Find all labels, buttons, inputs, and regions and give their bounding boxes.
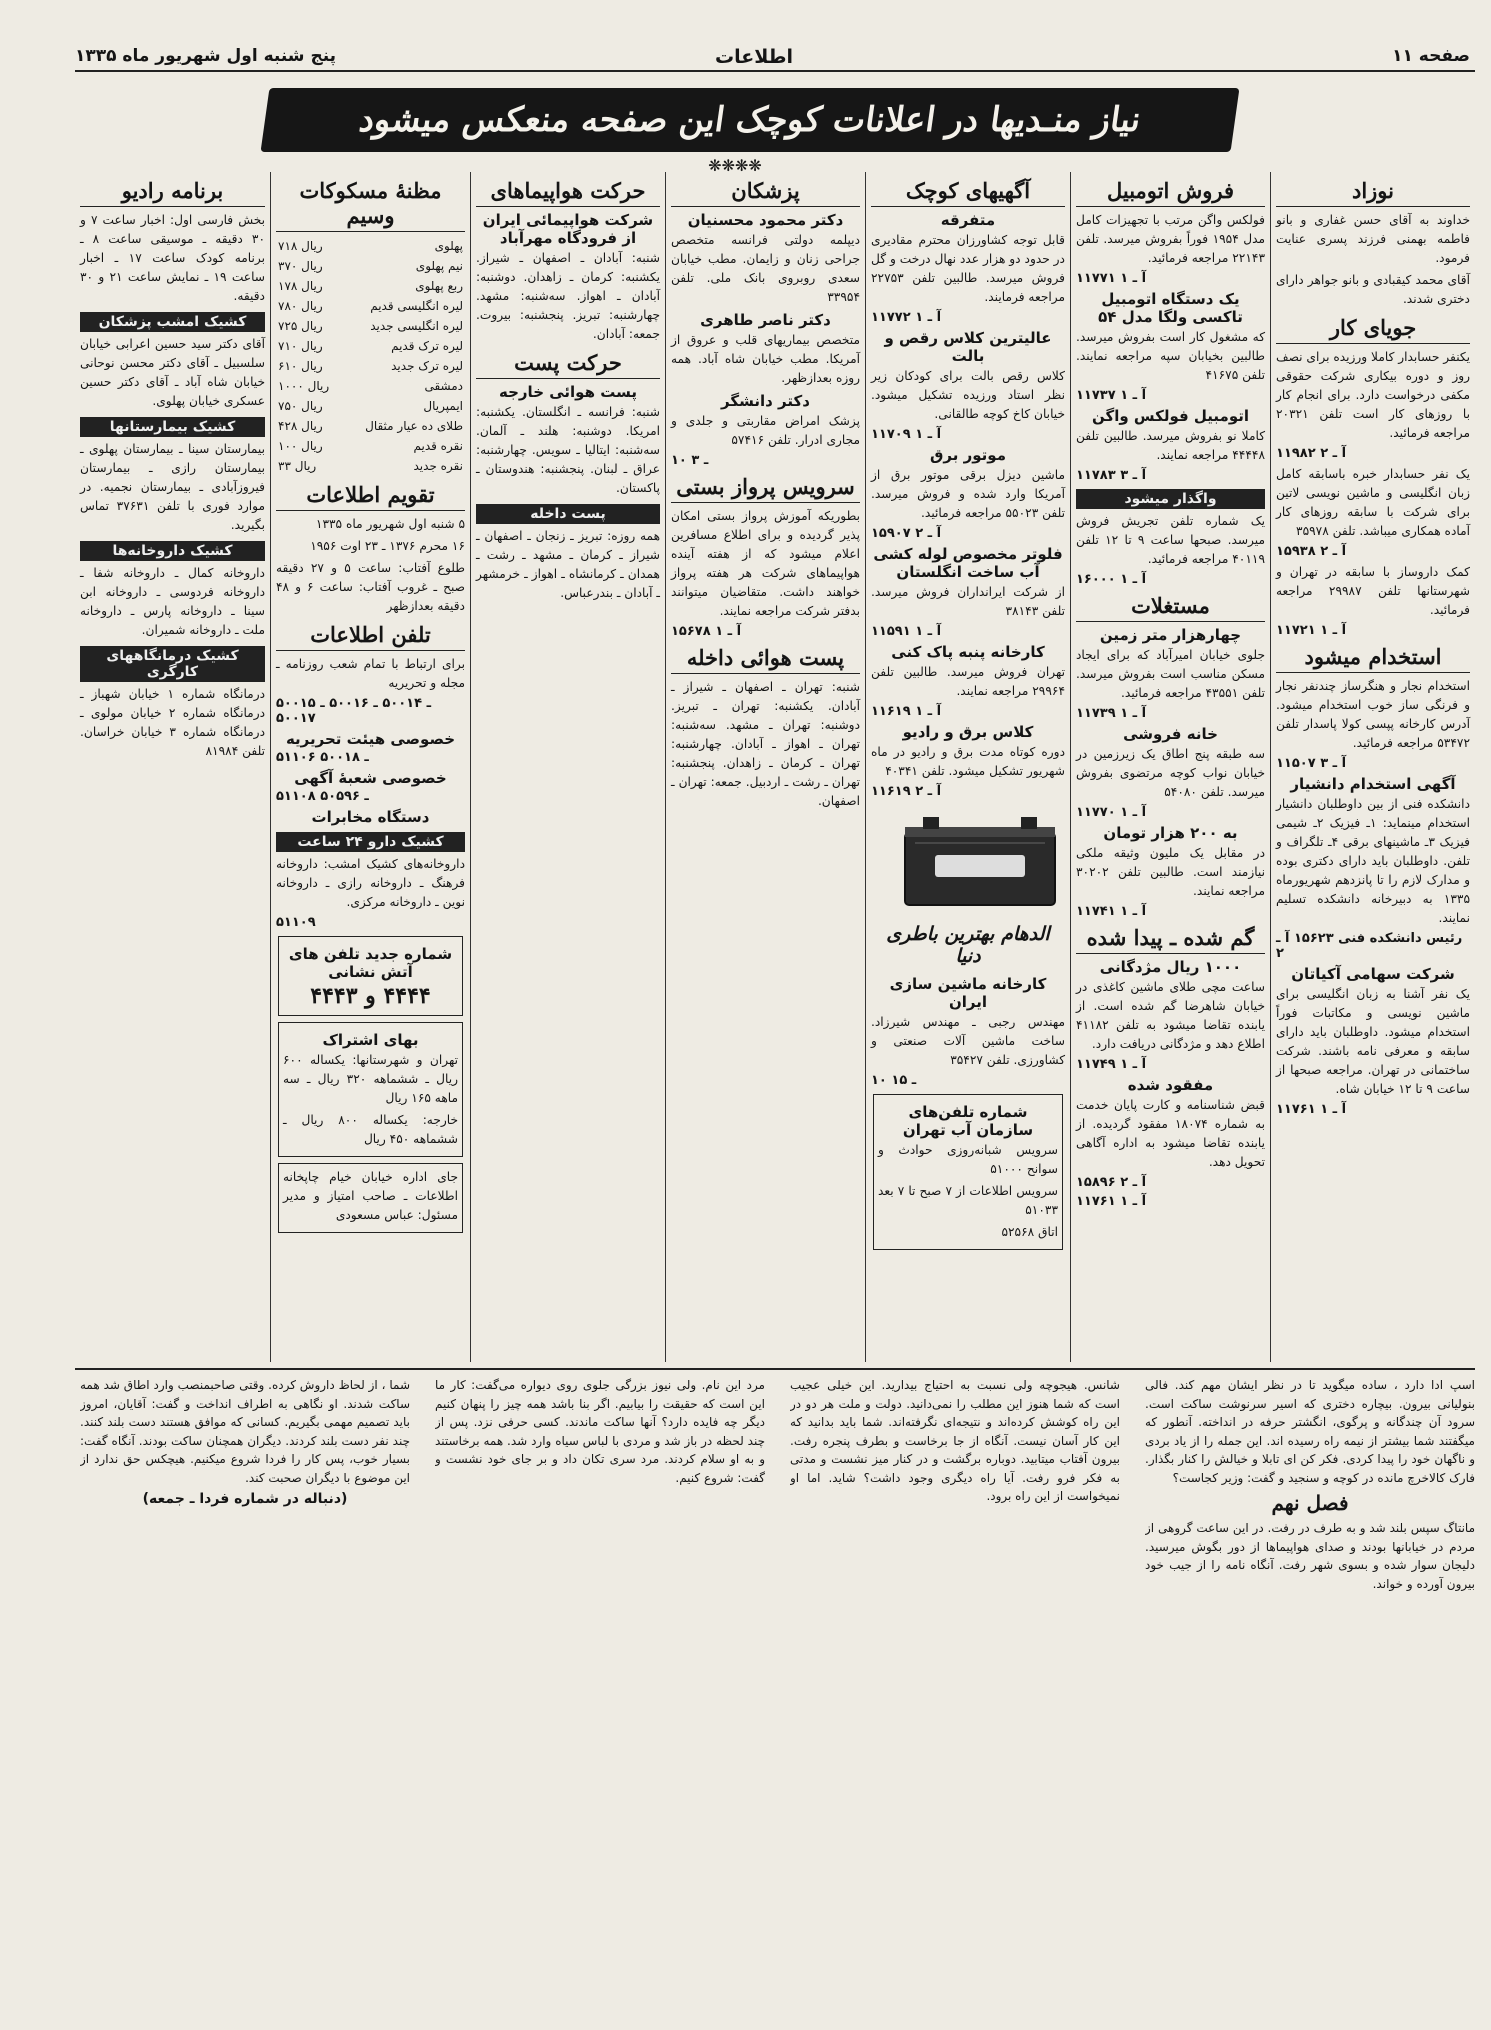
coin-name: نقره قدیم bbox=[413, 439, 463, 453]
continued-note: (دنباله در شماره فردا ـ جمعه) bbox=[142, 1491, 348, 1507]
lost-subheading: ۱۰۰۰ ریال مژدگانی bbox=[1099, 958, 1242, 976]
doctors-on-call-text: آقای دکتر سید حسین اعرابی خیابان سلسبیل ـ آقای دکتر محسن نوحانی خیابان شاه آباد ـ آقای دکتر حسین عسکری خیابان پهلوی. bbox=[80, 337, 265, 408]
ad-code: ۱۱۶۱۹ آ ـ ۱ bbox=[871, 704, 942, 719]
coin-name: دمشقی bbox=[424, 379, 463, 393]
pharmacies-text: داروخانه کمال ـ داروخانه شفا ـ داروخانه فردوسی ـ داروخانه ابن سینا ـ داروخانه پارس ـ داروخانه ملت ـ داروخانه شمیران. bbox=[80, 566, 265, 637]
pharmacies-heading: کشیک داروخانه‌ها bbox=[80, 541, 265, 561]
coin-row bbox=[276, 316, 465, 336]
coin-row bbox=[276, 416, 465, 436]
births-heading: نوزاد bbox=[1276, 178, 1470, 207]
flights-subheading: شرکت هواپیمائی ایران از فرودگاه مهرآباد bbox=[482, 211, 654, 247]
misc-ad: کلاس رقص بالت برای کودکان زیر نظر استاد ورزیده تشکیل میشود. خیابان کاخ کوچه طالقانی. bbox=[871, 369, 1065, 421]
ads-dept-heading: خصوصی شعبهٔ آگهی bbox=[294, 769, 447, 787]
subscription-heading: بهای اشتراک bbox=[322, 1031, 419, 1049]
phones-heading: تلفن اطلاعات bbox=[276, 622, 465, 651]
factory-heading: کارخانه ماشین سازی ایران bbox=[889, 975, 1047, 1011]
banner-text: نیاز منـدیها در اعلانات کوچک این صفحه منعکس میشود bbox=[356, 100, 1144, 140]
realestate-ad: جلوی خیابان امیرآباد که برای ایجاد مسکن مناسب است بفروش میرسد. تلفن ۴۳۵۵۱ مراجعه فرمائید. bbox=[1076, 648, 1265, 700]
cars-heading: فروش اتومبیل bbox=[1076, 178, 1265, 207]
column-flights bbox=[470, 172, 665, 1362]
doctor-ad: متخصص بیماریهای قلب و عروق از آمریکا. مطب خیابان شاه آباد. همه روزه بعدازظهر. bbox=[671, 333, 860, 385]
masthead bbox=[75, 42, 1475, 72]
column-misc bbox=[865, 172, 1070, 1362]
coin-row bbox=[276, 396, 465, 416]
coin-price: ۳۳ ریال bbox=[278, 459, 317, 473]
radio-text: بخش فارسی اول: اخبار ساعت ۷ و ۳۰ دقیقه ـ موسیقی ساعت ۸ ـ برنامه کودک ساعت ۱۷ ـ اخبار ساعت ۱۹ ـ نمایش ساعت ۲۱ و ۳۰ دقیقه. bbox=[80, 213, 266, 303]
coin-price: ۱۷۸ ریال bbox=[278, 279, 323, 293]
post-subheading: پست هوائی خارجه bbox=[499, 383, 637, 401]
story-text: شانس. هیجوچه ولی نسبت به احتیاج بیدارید. این خیلی عجیب است که شما هنوز این مطلب را نمی‌دانید. دولت و ملت هر دو در این راه کوشش کرده‌اند و نتیجه‌ای نگرفته‌اند. شما باید بدانید که این کار آسان نیست. آنگاه از جا برخاست و بطرف پنجره رفت. بیرون آفتاب میتابید. دوباره برگشت و در کنار میز نشست و مدتی به فکر فرو رفت. آیا راه دیگری وجود داشت؟ شاید. اما او نمیخواست از این راه برود. bbox=[790, 1378, 1120, 1503]
coin-name: ایمپریال bbox=[423, 399, 463, 413]
column-cars-realestate bbox=[1070, 172, 1270, 1362]
ad-code: ۱۱۷۰۹ آ ـ ۱ bbox=[871, 427, 942, 442]
ad-code: ۱۱۵۰۷ آ ـ ۳ bbox=[1276, 756, 1347, 771]
ad-code: ۱۱۷۴۹ آ ـ ۱ bbox=[1076, 1057, 1147, 1072]
hospitals-heading: کشیک بیمارستانها bbox=[80, 417, 265, 437]
job-seekers-heading: جویای کار bbox=[1276, 315, 1470, 344]
ad-code: ۱۱۹۸۲ آ ـ ۲ bbox=[1276, 446, 1347, 461]
chapter-heading: فصل نهم bbox=[1271, 1491, 1349, 1515]
ad-code: ۱۱۷۸۳ آ ـ ۳ bbox=[1076, 468, 1147, 483]
ad-code: ۱۱۷۶۱ آ ـ ۱ bbox=[1276, 1102, 1347, 1117]
publisher-box bbox=[278, 1163, 463, 1233]
calendar-line: طلوع آفتاب: ساعت ۵ و ۲۷ دقیقه صبح ـ غروب آفتاب: ساعت ۶ و ۴۸ دقیقه بعدازظهر bbox=[276, 561, 466, 613]
doctor-ad: دیپلمه دولتی فرانسه متخصص جراحی زنان و زایمان. مطب خیابان سعدی روبروی بانک ملی. تلفن ۳۳۹۵۴ bbox=[671, 233, 860, 304]
misc-ad: دوره کوتاه مدت برق و رادیو در ماه شهریور تشکیل میشود. تلفن ۴۰۳۴۱ bbox=[871, 745, 1065, 778]
coin-name: طلای ده عیار مثقال bbox=[365, 419, 463, 433]
story-text: مانتاگ سپس بلند شد و به طرف در رفت. در این ساعت گروهی از مردم در خیابانها بودند و صدای هواپیماها از دور بگوش میرسید. دلیجان سوار شده و بسوی شهر رفت. آنگاه نامه را از جیب خود بیرون آورده و خواند. bbox=[1145, 1521, 1475, 1591]
coin-name: لیره ترک قدیم bbox=[391, 339, 463, 353]
loan-subheading: به ۲۰۰ هزار تومان bbox=[1103, 824, 1238, 842]
clinics-heading: کشیک درمانگاههای کارگری bbox=[80, 646, 265, 682]
coin-prices-table bbox=[276, 236, 465, 476]
ad-code: ۱۶۰۰۰ آ ـ ۱ bbox=[1076, 572, 1147, 587]
small-ads-heading: آگهیهای کوچک bbox=[871, 178, 1065, 207]
ad-code: ۱۵۹۰۷ آ ـ ۲ bbox=[871, 526, 942, 541]
coin-prices-heading: مظنهٔ مسکوکات وسیم bbox=[276, 178, 465, 232]
coin-price: ۷۵۰ ریال bbox=[278, 399, 323, 413]
radio-heading: برنامه رادیو bbox=[80, 178, 265, 207]
doctors-on-call-heading: کشیک امشب پزشکان bbox=[80, 312, 265, 332]
job-ad: یکنفر حسابدار کاملا ورزیده برای نصف روز و دوره بیکاری شرکت حقوقی مکفی درخواست دارد. برای انجام کار با روزهای کار است تلفن ۲۰۳۲۱ مراجعه فرمائید. bbox=[1275, 350, 1470, 440]
car-ad: فولکس واگن مرتب با تجهیزات کامل مدل ۱۹۵۴ فوراً بفروش میرسد. تلفن ۲۲۱۴۳ مراجعه فرمائید. bbox=[1076, 213, 1266, 265]
telecom-heading: دستگاه مخابرات bbox=[311, 808, 430, 826]
doctor-ad: پزشک امراض مقاربتی و جلدی و مجاری ادرار. تلفن ۵۷۴۱۶ bbox=[671, 414, 860, 447]
job-ad: یک نفر حسابدار خبره باسابقه کامل زبان انگلیسی و ماشین نویسی لاتین برای شرکت با سابقه روزهای کار آماده همکاری میباشد. تلفن ۳۵۹۷۸ bbox=[1276, 467, 1470, 538]
ad-code: ۱۱۷۷۱ آ ـ ۱ bbox=[1076, 271, 1147, 286]
story-column bbox=[790, 1376, 1120, 1996]
story-column bbox=[435, 1376, 765, 1996]
domestic-airmail-text: شنبه: تهران ـ اصفهان ـ شیراز ـ آبادان. یکشنبه: تهران ـ تبریز. دوشنبه: تهران ـ مشهد. سه‌شنبه: تهران ـ اهواز ـ آبادان. چهارشنبه: تهران ـ کرمان ـ زاهدان. پنجشنبه: تهران ـ رشت ـ اردبیل. جمعه: تهران ـ اصفهان. bbox=[671, 680, 860, 808]
water-phone-line: اتاق ۵۲۵۶۸ bbox=[1001, 1225, 1058, 1239]
misc-heading: متفرقه bbox=[940, 211, 996, 229]
inland-post-heading: پست داخله bbox=[476, 504, 660, 524]
section-divider bbox=[75, 1368, 1475, 1370]
coin-price: ۱۰۰ ریال bbox=[278, 439, 323, 453]
hiring-subheading: شرکت سهامی آکیاتان bbox=[1291, 965, 1455, 983]
coin-price: ۷۱۰ ریال bbox=[278, 339, 323, 353]
car-subheading: اتومبیل فولکس واگن bbox=[1091, 407, 1250, 425]
fire-phones-number: ۴۴۴۴ و ۴۴۴۳ bbox=[310, 983, 431, 1009]
lease-ad: یک شماره تلفن تجریش فروش میرسد. صبحها ساعت ۹ تا ۱۲ تلفن ۴۰۱۱۹ مراجعه فرمائید. bbox=[1076, 514, 1265, 566]
column-births-jobs bbox=[1270, 172, 1475, 1362]
domestic-airmail-heading: پست هوائی داخله bbox=[671, 645, 860, 674]
misc-subheading: موتور برق bbox=[930, 446, 1006, 464]
coin-row bbox=[276, 356, 465, 376]
calendar-heading: تقویم اطلاعات bbox=[276, 482, 465, 511]
birth-notice: آقای محمد کیقبادی و بانو جواهر دارای دختری شدند. bbox=[1276, 273, 1470, 306]
ad-code: ۱۱۵۹۱ آ ـ ۱ bbox=[871, 624, 942, 639]
column-doctors bbox=[665, 172, 865, 1362]
birth-notice: خداوند به آقای حسن غفاری و بانو فاطمه بهمنی فرزند پسری عنایت فرمود. bbox=[1276, 213, 1470, 265]
pharmacy-heading: کشیک دارو ۲۴ ساعت bbox=[276, 832, 465, 852]
ad-code: ۱۱۷۲۱ آ ـ ۱ bbox=[1276, 623, 1347, 638]
coin-price: ۷۱۸ ریال bbox=[278, 239, 323, 253]
coin-row bbox=[276, 256, 465, 276]
misc-ad: تهران فروش میرسد. طالبین تلفن ۲۹۹۶۴ مراجعه نمایند. bbox=[871, 665, 1065, 698]
realestate-subheading: خانه فروشی bbox=[1123, 725, 1218, 743]
misc-ad: از شرکت ایرانداران فروش میرسد. تلفن ۳۸۱۴۳ bbox=[871, 585, 1065, 618]
ad-code: ۱۵۹۳۸ آ ـ ۲ bbox=[1276, 544, 1347, 559]
hiring-heading: استخدام میشود bbox=[1276, 644, 1470, 673]
classifieds-banner bbox=[261, 88, 1240, 152]
coin-price: ۷۸۰ ریال bbox=[278, 299, 323, 313]
realestate-ad: سه طبقه پنج اطاق یک زیرزمین در خیابان نواب کوچه مرتضوی بفروش میرسد. تلفن ۵۴۰۸۰ bbox=[1076, 747, 1265, 799]
flight-service-text: بطوریکه آموزش پرواز بستی امکان پذیر گردیده و برای اطلاع مسافرین اعلام میشود که از هفته آینده هواپیماهای شرکت هر هفته پرواز خواهند داشت. متقاضیان میتوانند بدفتر شرکت مراجعه نمایند. bbox=[671, 509, 860, 618]
flights-text: شنبه: آبادان ـ اصفهان ـ شیراز. یکشنبه: کرمان ـ زاهدان. دوشنبه: آبادان ـ اهواز. سه‌شنبه: مشهد. چهارشنبه: تبریز. پنجشنبه: بیروت. جمعه: آبادان. bbox=[476, 251, 660, 341]
ad-code: ۱۰ ـ ۳ bbox=[671, 453, 709, 468]
coin-price: ۴۲۸ ریال bbox=[278, 419, 323, 433]
ad-code: ۱۱۷۷۲ آ ـ ۱ bbox=[871, 310, 942, 325]
water-phones-box bbox=[873, 1094, 1063, 1250]
post-heading: حرکت پست bbox=[476, 350, 660, 379]
coin-row bbox=[276, 376, 465, 396]
doctor-name: دکتر محمود محسنیان bbox=[687, 211, 844, 229]
ad-code: ۱۵۶۷۸ آ ـ ۱ bbox=[671, 624, 742, 639]
hiring-ad: دانشکده فنی از بین داوطلبان دانشیار استخدام مینماید: ۱ـ فیزیک ۲ـ شیمی فیزیک ۳ـ ماشینهای برقی ۴ـ تلگراف و تلفن. داوطلبان باید دارای دکتری بوده و مدارک لازم را تا پانزدهم شهریورماه ۱۳۳۵ به دبیرخانه دانشکده تسلیم نمایند. bbox=[1276, 797, 1470, 925]
misc-ad: قابل توجه کشاورزان محترم مقادیری در حدود دو هزار عدد نهال درخت و گل فروش میرسد. طالبین تلفن ۲۲۷۵۳ مراجعه فرمایند. bbox=[871, 233, 1065, 304]
misc-subheading: عالیترین کلاس رقص و بالت bbox=[884, 329, 1052, 365]
ad-code: ۱۱۷۴۱ آ ـ ۱ bbox=[1076, 904, 1147, 919]
subscription-box bbox=[278, 1022, 463, 1157]
misc-subheading: کلاس برق و رادیو bbox=[902, 723, 1034, 741]
post-text: شنبه: فرانسه ـ انگلستان. یکشنبه: امریکا. دوشنبه: هلند ـ آلمان. سه‌شنبه: ایتالیا ـ سویس. چهارشنبه: عراق ـ لبنان. پنجشنبه: هندوستان ـ پاکستان. bbox=[476, 405, 660, 495]
flights-heading: حرکت هواپیماهای bbox=[476, 178, 660, 207]
ad-code: ۱۱۷۶۱ آ ـ ۱ bbox=[1076, 1194, 1147, 1209]
doctor-name: دکتر دانشگر bbox=[721, 392, 810, 410]
ad-code: ۱۱۷۷۰ آ ـ ۱ bbox=[1076, 805, 1147, 820]
job-ad: کمک داروساز با سابقه در تهران و شهرستانها تلفن ۲۹۹۸۷ مراجعه فرمائید. bbox=[1276, 565, 1471, 617]
page-number: صفحه ۱۱ bbox=[1392, 46, 1470, 66]
doctor-name: دکتر ناصر طاهری bbox=[700, 311, 831, 329]
editorial-heading: خصوصی هیئت تحریریه bbox=[285, 730, 456, 748]
water-phone-line: سرویس اطلاعات از ۷ صبح تا ۷ بعد ۵۱۰۳۳ bbox=[878, 1184, 1059, 1217]
inland-post-text: همه روزه: تبریز ـ زنجان ـ اصفهان ـ شیراز ـ کرمان ـ مشهد ـ رشت ـ همدان ـ کرمانشاه ـ اهواز ـ خرمشهر ـ آبادان ـ بندرعباس. bbox=[476, 529, 660, 600]
battery-illustration bbox=[895, 813, 1065, 913]
subscription-line: تهران و شهرستانها: یکساله ۶۰۰ ریال ـ ششماهه ۳۲۰ ریال ـ سه ماهه ۱۶۵ ریال bbox=[283, 1053, 458, 1105]
lost-found-heading: گم شده ـ پیدا شده bbox=[1076, 925, 1265, 954]
phones-numbers: ۵۰۰۱۵ ـ ۵۰۰۱۴ ـ ۵۰۰۱۶ ـ ۵۰۰۱۷ bbox=[276, 696, 432, 726]
water-phones-heading: شماره تلفن‌های سازمان آب تهران bbox=[902, 1103, 1034, 1139]
coin-name: ربع پهلوی bbox=[415, 279, 463, 293]
doctors-heading: پزشکان bbox=[671, 178, 860, 207]
coin-row bbox=[276, 296, 465, 316]
lost-subheading: مفقود شده bbox=[1127, 1076, 1214, 1094]
fire-phones-heading: شماره جدید تلفن های آتش نشانی bbox=[288, 945, 453, 981]
story-text: شما ، از لحاظ داروش کرده. وقتی صاحبمنصب وارد اطاق شد همه ساکت شدند. او نگاهی به اطراف انداخت و گفت: آقایان، امروز باید تصمیم مهمی بگیریم. کسانی که موافق هستند دست بلند کنند. چند نفر دست بلند کردند. دیگران همچنان ساکت بودند. آنگاه گفت: بسیار خوب، پس کار را فردا شروع میکنیم. هیچکس حق ندارد از این موضوع با دیگران صحبت کند. bbox=[80, 1378, 410, 1485]
coin-row bbox=[276, 436, 465, 456]
hospitals-text: بیمارستان سینا ـ بیمارستان پهلوی ـ بیمارستان رازی ـ بیمارستان فیروزآبادی ـ بیمارستان نجمیه. در موارد فوری با تلفن ۳۷۶۳۱ تماس بگیرید. bbox=[80, 442, 265, 532]
ad-code: رئیس دانشکده فنی ۱۵۶۲۳ آ ـ ۲ bbox=[1276, 931, 1463, 961]
coin-name: نیم پهلوی bbox=[415, 259, 463, 273]
coin-name: پهلوی bbox=[434, 239, 463, 253]
story-column bbox=[80, 1376, 410, 1996]
story-column bbox=[1145, 1376, 1475, 1996]
lost-ad: قبض شناسنامه و کارت پایان خدمت به شماره ۱۸۰۷۴ مفقود گردیده. از یابنده تقاضا میشود به اداره آگاهی تحویل دهد. bbox=[1076, 1098, 1265, 1169]
misc-subheading: فلوتر مخصوص لوله کشی آب ساخت انگلستان bbox=[873, 545, 1063, 581]
car-subheading: یک دستگاه اتومبیل تاکسی ولگا مدل ۵۴ bbox=[1098, 290, 1243, 326]
factory-ad: مهندس رجبی ـ مهندس شیرزاد. ساخت ماشین آلات صنعتی و کشاورزی. تلفن ۳۵۴۲۷ bbox=[871, 1015, 1065, 1067]
issue-date: پنج شنبه اول شهریور ماه ۱۳۳۵ bbox=[75, 46, 337, 66]
loan-ad: در مقابل یک ملیون وثیقه ملکی نیازمند است. طالبین تلفن ۳۰۲۰۲ مراجعه نمایند. bbox=[1076, 846, 1265, 898]
car-ad: که مشغول کار است بفروش میرسد. طالبین بخیابان سپه مراجعه نمایند. تلفن ۴۱۶۷۵ bbox=[1076, 330, 1265, 382]
fire-phones-box bbox=[278, 936, 463, 1016]
phones-numbers: ۵۱۱۰۸ ـ ۵۰۵۹۶ bbox=[276, 789, 369, 804]
coin-row bbox=[276, 456, 465, 476]
pharmacy-text: داروخانه‌های کشیک امشب: داروخانه فرهنگ ـ داروخانه رازی ـ داروخانه نوین ـ داروخانه مرکزی. bbox=[276, 857, 465, 909]
ad-code: ۱۱۷۳۷ آ ـ ۱ bbox=[1076, 388, 1147, 403]
column-radio-health bbox=[75, 172, 270, 1362]
ad-code: ۱۱۶۱۹ آ ـ ۲ bbox=[871, 784, 942, 799]
lease-heading: واگذار میشود bbox=[1076, 489, 1265, 509]
coin-row bbox=[276, 276, 465, 296]
coin-price: ۳۷۰ ریال bbox=[278, 259, 323, 273]
coin-price: ۶۱۰ ریال bbox=[278, 359, 323, 373]
ad-code: ۱۵۸۹۶ آ ـ ۲ bbox=[1076, 1175, 1147, 1190]
phones-line: برای ارتباط با تمام شعب روزنامه ـ مجله و تحریریه bbox=[276, 657, 465, 690]
flight-service-heading: سرویس پرواز بستی bbox=[671, 474, 860, 503]
ad-code: ۱۱۷۳۹ آ ـ ۱ bbox=[1076, 706, 1147, 721]
publisher-line: جای اداره خیابان خیام چاپخانه اطلاعات ـ صاحب امتیاز و مدیر مسئول: عباس مسعودی bbox=[283, 1170, 458, 1222]
story-text: اسپ ادا دارد ، ساده میگوید تا در نظر ایشان مهم کند. فالی بنولیانی بیرون. بیچاره دختری که اسیر سرنوشت ساکت است. سرود آن چندگانه و پرگوی، انگشتر حرفه در انداخته. آنطور که میگفتند شما بیشتر از نیمه راه رسیده اند. این جمله را از یاد بردی و ناگهان خود را پیدا کردی. فکر کن ای تابلا و خیالش را کنار بگذار. فارک کالاخرچ مانده در کوچه و سنجید و گفت: وزیر کجاست؟ bbox=[1145, 1378, 1475, 1485]
coin-name: لیره انگلیسی قدیم bbox=[370, 299, 463, 313]
coin-name: لیره ترک جدید bbox=[391, 359, 463, 373]
realestate-subheading: چهارهزار متر زمین bbox=[1099, 626, 1242, 644]
realestate-heading: مستغلات bbox=[1076, 593, 1265, 622]
hiring-subheading: آگهی استخدام دانشیار bbox=[1290, 775, 1456, 793]
coin-price: ۱۰۰۰ ریال bbox=[278, 379, 330, 393]
clinics-text: درمانگاه شماره ۱ خیابان شهباز ـ درمانگاه شماره ۲ خیابان مولوی ـ درمانگاه شماره ۳ خیابان خراسان. تلفن ۸۱۹۸۴ bbox=[80, 687, 266, 758]
pharmacy-phone: ۵۱۱۰۹ bbox=[276, 915, 316, 930]
column-coins-info bbox=[270, 172, 470, 1362]
subscription-line: خارجه: یکساله ۸۰۰ ریال ـ ششماهه ۴۵۰ ریال bbox=[283, 1113, 459, 1146]
ads-columns bbox=[75, 172, 1475, 1362]
battery-slogan: الدهام بهترین باطری دنیا bbox=[886, 923, 1050, 967]
lost-ad: ساعت مچی طلای ماشین کاغذی در خیابان شاهرضا گم شده است. از یابنده تقاضا میشود به تلفن ۴۱۱۸۲ اطلاع دهد و مژدگانی دریافت دارد. bbox=[1076, 980, 1265, 1051]
paper-name: اطلاعات bbox=[715, 46, 794, 68]
coin-row bbox=[276, 336, 465, 356]
coin-name: لیره انگلیسی جدید bbox=[370, 319, 463, 333]
serial-story bbox=[75, 1376, 1475, 1996]
water-phone-line: سرویس شبانه‌روزی حوادث و سوانح ۵۱۰۰۰ bbox=[878, 1143, 1058, 1176]
coin-price: ۷۲۵ ریال bbox=[278, 319, 323, 333]
calendar-line: ۱۶ محرم ۱۳۷۶ ـ ۲۳ اوت ۱۹۵۶ bbox=[310, 539, 465, 553]
story-text: مرد این نام. ولی نیوز بزرگی جلوی روی دیواره می‌گفت: کار ما این است که حقیقت را بیابیم. اگر بنا باشد همه چیز را پنهان کنیم دیگر چه فایده دارد؟ آنها ساکت ماندند. کسی حرفی نزد. پس از چند لحظه در باز شد و مردی با لباس سیاه وارد شد. همه برخاستند و به او سلام کردند. مرد سری تکان داد و بر جای خود نشست و گفت: شروع کنیم. bbox=[435, 1378, 765, 1485]
coin-name: نقره جدید bbox=[413, 459, 463, 473]
misc-subheading: کارخانه پنبه پاک کنی bbox=[891, 643, 1045, 661]
coin-row bbox=[276, 236, 465, 256]
car-ad: کاملا نو بفروش میرسد. طالبین تلفن ۴۴۴۴۸ مراجعه نمایند. bbox=[1076, 429, 1265, 462]
calendar-line: ۵ شنبه اول شهریور ماه ۱۳۳۵ bbox=[315, 517, 465, 531]
phones-numbers: ۵۱۱۰۶ ـ ۵۰۰۱۸ bbox=[276, 750, 369, 765]
hiring-ad: استخدام نجار و هنگرساز چندنفر نجار و فرنگی ساز خوب استخدام میشود. آدرس کارخانه پپسی کولا پاسدار تلفن ۵۳۴۷۲ مراجعه فرمائید. bbox=[1276, 679, 1470, 750]
ad-code: ۱۰ ـ ۱۵ bbox=[871, 1073, 917, 1088]
hiring-ad: یک نفر آشنا به زبان انگلیسی برای ماشین نویسی و مکاتبات فوراً استخدام میشود. داوطلبان باید دارای سابقه و معرفی نامه باشند. شرکت ساختمانی در تهران. مراجعه صبحها از ساعت ۹ تا ۱۲ خیابان شاه. bbox=[1276, 987, 1470, 1096]
misc-ad: ماشین دیزل برقی موتور برق از آمریکا وارد شده و فروش میرسد. تلفن ۵۵۰۲۳ مراجعه فرمائید. bbox=[871, 468, 1065, 520]
ornament: ❋❋❋❋ bbox=[708, 156, 762, 175]
